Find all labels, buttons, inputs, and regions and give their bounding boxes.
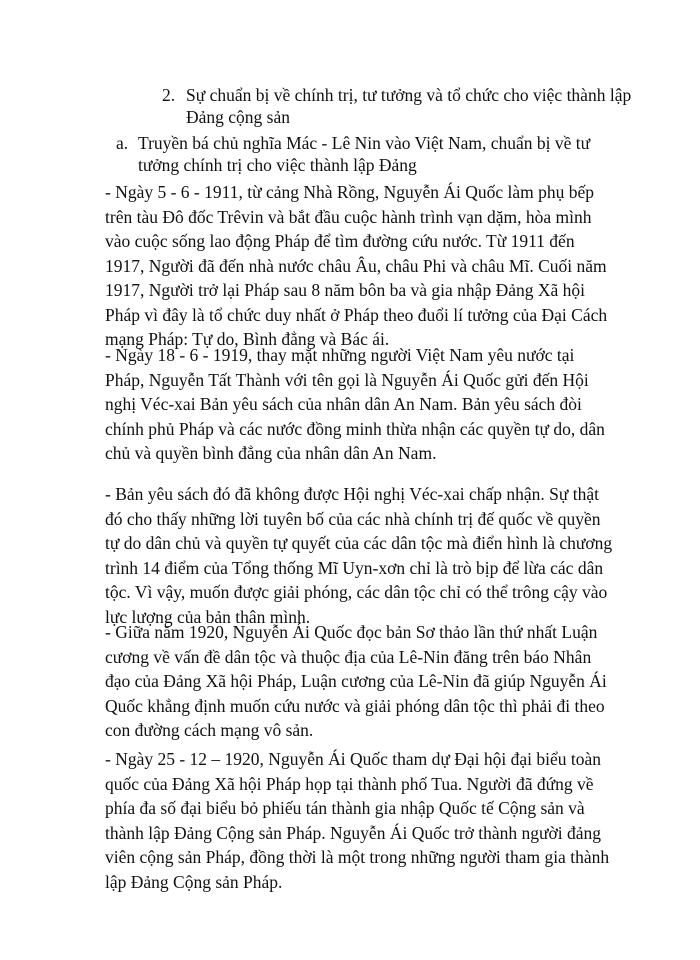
paragraph-1919: - Ngày 18 - 6 - 1919, thay mặt những người Việt Nam yêu nước tại Pháp, Nguyễn Tất Thành với tên gọi là Nguyễn Ái Quốc gửi đến Hội nghị Véc-xai Bản yêu sách của nhân dân An Nam. Bản yêu sách đòi chính phủ Pháp và các nước đồng minh thừa nhận các quyền tự do, dân chủ và quyền bình đẳng của nhân dân An Nam. (105, 345, 605, 463)
paragraph-versailles: - Bản yêu sách đó đã không được Hội nghị Véc-xai chấp nhận. Sự thật đó cho thấy những lời tuyên bố của các nhà chính trị đế quốc về quyền tự do dân chủ và quyền tự quyết của các dân tộc mà điển hình là chương trình 14 điểm của Tổng thống Mĩ Uyn-xơn chỉ là trò bịp để lừa các dân tộc. Vì vậy, muốn được giải phóng, các dân tộc chỉ có thể trông cậy vào lực lượng của bản thân mình. (105, 484, 613, 627)
paragraph-tours-congress: - Ngày 25 - 12 – 1920, Nguyễn Ái Quốc tham dự Đại hội đại biểu toàn quốc của Đảng Xã hội Pháp họp tại thành phố Tua. Người đã đứng về phía đa số đại biểu bỏ phiếu tán thành gia nhập Quốc tế Cộng sản và thành lập Đảng Cộng sản Pháp. Nguyễn Ái Quốc trở thành người đảng viên cộng sản Pháp, đồng thời là một trong những người tham gia thành lập Đảng Cộng sản Pháp. (105, 749, 610, 892)
section-number: 2. (162, 85, 176, 105)
subsection-heading-a (116, 132, 606, 176)
subsection-letter: a. (116, 133, 129, 153)
subsection-title: Truyền bá chủ nghĩa Mác - Lê Nin vào Việt Nam, chuẩn bị về tư tưởng chính trị cho việc thành lập Đảng (138, 133, 591, 175)
paragraph-mid-1920: - Giữa năm 1920, Nguyễn Ái Quốc đọc bản Sơ thảo lần thứ nhất Luận cương về vấn đề dân tộc và thuộc địa của Lê-Nin đăng trên báo Nhân đạo của Đảng Xã hội Pháp, Luận cương của Lê-Nin đã giúp Nguyễn Ái Quốc khẳng định muốn cứu nước và giải phóng dân tộc thì phải đi theo con đường cách mạng vô sản. (105, 622, 607, 740)
section-heading-2 (162, 84, 632, 128)
paragraph-1911: - Ngày 5 - 6 - 1911, từ cảng Nhà Rồng, Nguyễn Ái Quốc làm phụ bếp trên tàu Đô đốc Trêvin và bắt đầu cuộc hành trình vạn dặm, hòa mình vào cuộc sống lao động Pháp để tìm đường cứu nước. Từ 1911 đến 1917, Người đã đến nhà nước châu Âu, châu Phi và châu Mĩ. Cuối năm 1917, Người trở lại Pháp sau 8 năm bôn ba và gia nhập Đảng Xã hội Pháp vì đây là tổ chức duy nhất ở Pháp theo đuổi lí tưởng của Đại Cách mạng Pháp: Tự do, Bình đẳng và Bác ái. (105, 182, 608, 349)
section-title: Sự chuẩn bị về chính trị, tư tưởng và tổ chức cho việc thành lập Đảng cộng sản (186, 85, 632, 127)
